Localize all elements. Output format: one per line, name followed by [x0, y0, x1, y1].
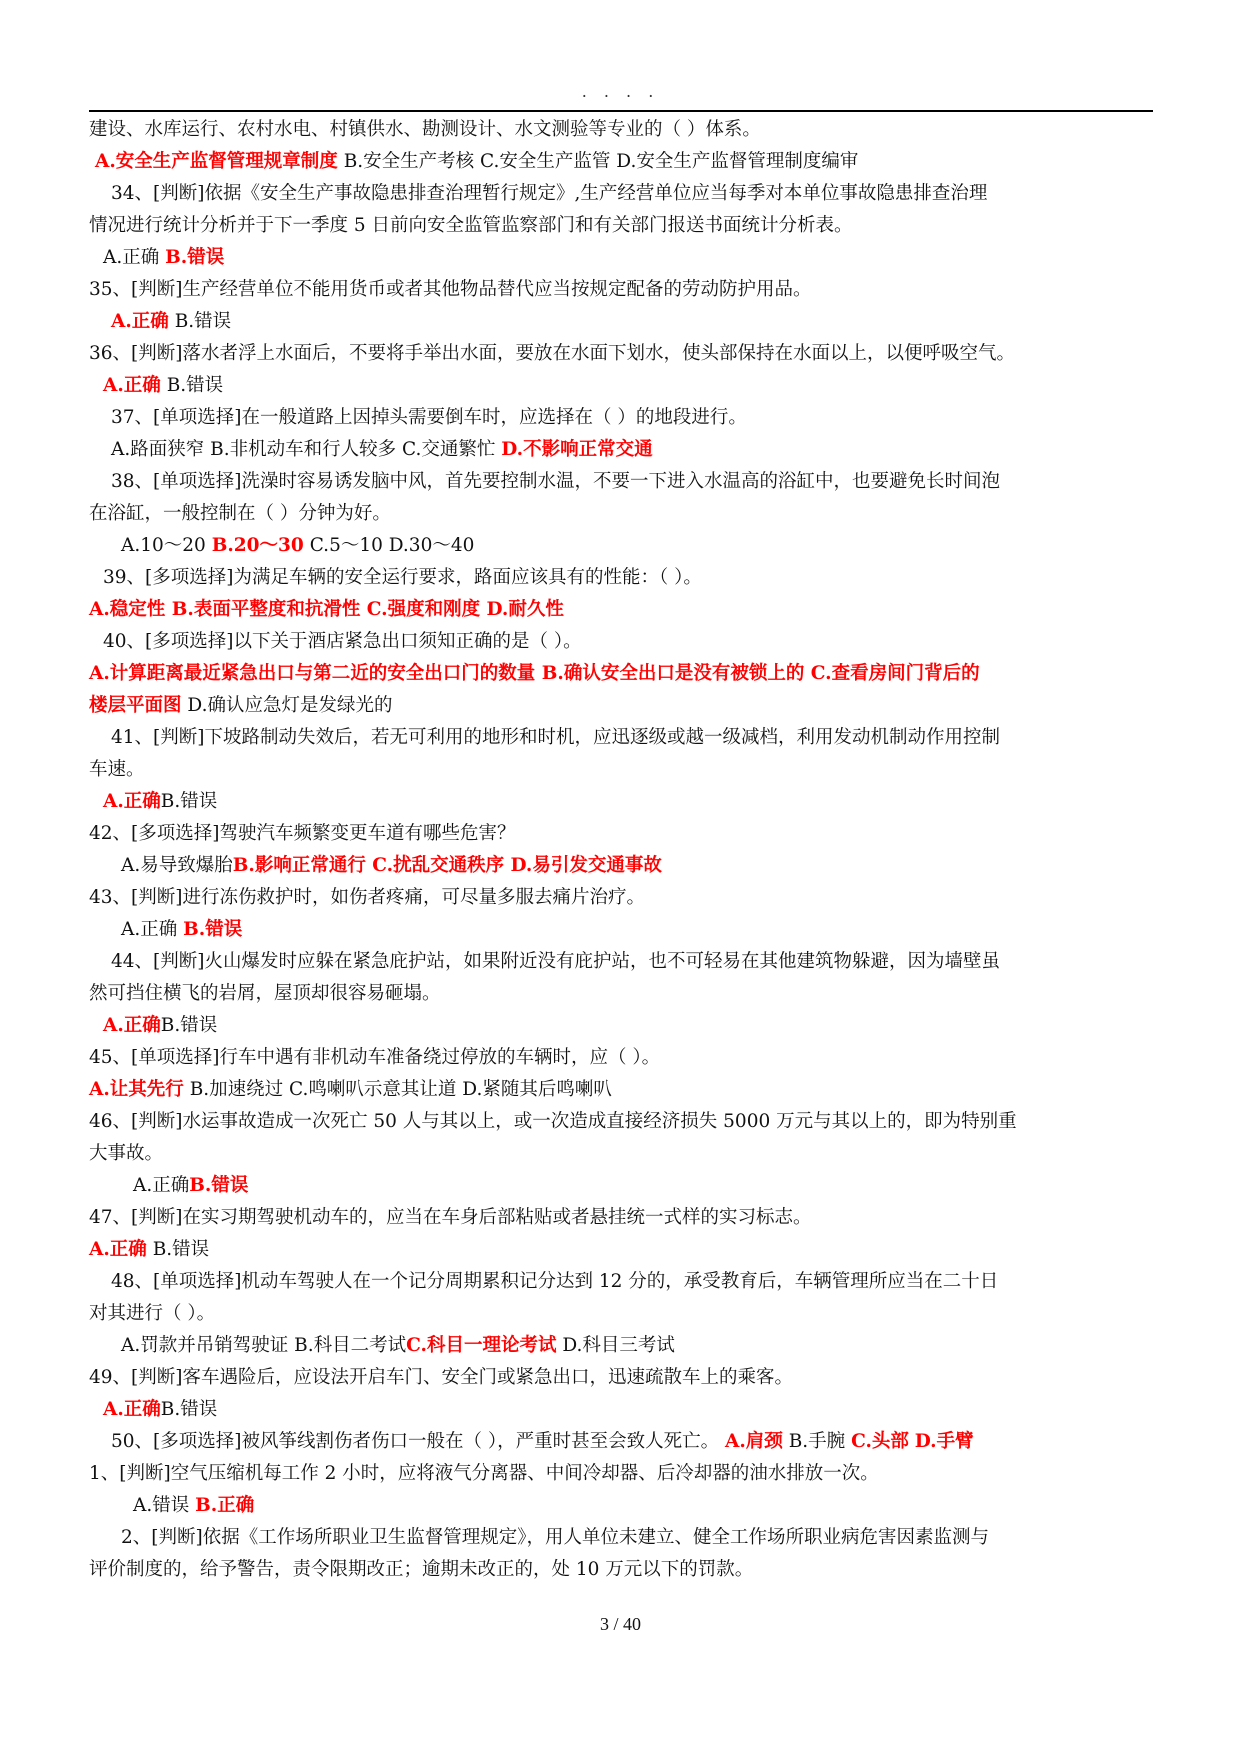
question-n1-text: 1、[判断]空气压缩机每工作 2 小时，应将液气分离器、中间冷却器、后冷却器的油水排放一次。 — [89, 1463, 879, 1484]
question-50-line — [89, 1426, 1155, 1458]
answer-highlight: D.不影响正常交通 — [501, 439, 653, 460]
option-text: B.错误 — [174, 311, 232, 332]
answer-highlight: C.科目一理论考试 — [406, 1335, 557, 1356]
answer-highlight: C.头部 — [851, 1431, 909, 1452]
question-47-options — [89, 1234, 1155, 1266]
question-35-text: 35、[判断]生产经营单位不能用货币或者其他物品替代应当按规定配备的劳动防护用品。 — [89, 279, 812, 300]
option-text: A.正确 — [133, 1175, 190, 1196]
question-42-options — [89, 850, 1155, 882]
option-text: B.错误 — [160, 1399, 218, 1420]
option-text: C.5～10 D.30～40 — [309, 535, 475, 556]
question-37-options — [89, 434, 1155, 466]
answer-highlight: B.错误 — [189, 1175, 249, 1196]
answer-highlight: A.肩颈 — [725, 1431, 783, 1452]
option-text: B.错误 — [166, 375, 224, 396]
answer-highlight: A.正确 — [103, 791, 161, 812]
question-40-answers: A.计算距离最近紧急出口与第二近的安全出口门的数量 B.确认安全出口是没有被锁上的 C.查看房间门背后的 — [89, 663, 980, 684]
question-34-text: 34、[判断]依据《安全生产事故隐患排查治理暂行规定》,生产经营单位应当每季对本单位事故隐患排查治理 — [111, 183, 988, 204]
answer-highlight: A.正确 — [89, 1239, 147, 1260]
question-38-text: 38、[单项选择]洗澡时容易诱发脑中风，首先要控制水温，不要一下进入水温高的浴缸中，也要避免长时间泡 — [111, 471, 1000, 492]
question-40-text: 40、[多项选择]以下关于酒店紧急出口须知正确的是（ ）。 — [103, 631, 582, 652]
question-36-text: 36、[判断]落水者浮上水面后，不要将手举出水面，要放在水面下划水，使头部保持在水面以上，以便呼吸空气。 — [89, 343, 1015, 364]
header-dots: . . . . — [581, 82, 660, 101]
answer-highlight: A.安全生产监督管理规章制度 — [95, 151, 338, 172]
option-text: B.手腕 — [788, 1431, 846, 1452]
question-43-text: 43、[判断]进行冻伤救护时，如伤者疼痛，可尽量多服去痛片治疗。 — [89, 887, 645, 908]
answer-highlight: B.影响正常通行 C.扰乱交通秩序 D.易引发交通事故 — [232, 855, 662, 876]
option-text: A.路面狭窄 B.非机动车和行人较多 C.交通繁忙 — [111, 439, 496, 460]
question-50-text: 50、[多项选择]被风筝线割伤者伤口一般在（ ），严重时甚至会致人死亡。 — [111, 1431, 720, 1452]
answer-highlight: A.正确 — [103, 1399, 161, 1420]
question-46-options — [89, 1170, 1155, 1202]
question-33-options — [89, 146, 1155, 178]
question-39-answers: A.稳定性 B.表面平整度和抗滑性 C.强度和刚度 D.耐久性 — [89, 599, 564, 620]
answer-highlight: A.正确 — [103, 375, 161, 396]
answer-highlight: B.错误 — [165, 247, 225, 268]
question-45-options — [89, 1074, 1155, 1106]
question-43-options — [89, 914, 1155, 946]
question-44-text: 44、[判断]火山爆发时应躲在紧急庇护站，如果附近没有庇护站，也不可轻易在其他建筑物躲避，因为墙壁虽 — [111, 951, 1000, 972]
option-text: A.错误 — [133, 1495, 190, 1516]
answer-highlight: B.20～30 — [211, 535, 304, 556]
question-n1-options — [89, 1490, 1155, 1522]
question-34-text-cont: 情况进行统计分析并于下一季度 5 日前向安全监管监察部门和有关部门报送书面统计分析表。 — [89, 215, 853, 236]
question-40-answers-cont — [89, 690, 1155, 722]
question-35-options — [89, 306, 1155, 338]
question-49-options — [89, 1394, 1155, 1426]
question-41-text: 41、[判断]下坡路制动失效后，若无可利用的地形和时机，应迅逐级或越一级减档，利用发动机制动作用控制 — [111, 727, 1000, 748]
option-text: B.加速绕过 C.鸣喇叭示意其让道 D.紧随其后鸣喇叭 — [189, 1079, 612, 1100]
option-text: D.科目三考试 — [562, 1335, 675, 1356]
question-44-text-cont: 然可挡住横飞的岩屑，屋顶却很容易砸塌。 — [89, 983, 441, 1004]
question-46-text: 46、[判断]水运事故造成一次死亡 50 人与其以上，或一次造成直接经济损失 5000 万元与其以上的，即为特别重 — [89, 1111, 1017, 1132]
answer-highlight: B.错误 — [183, 919, 243, 940]
answer-highlight: A.正确 — [111, 311, 169, 332]
question-37-text: 37、[单项选择]在一般道路上因掉头需要倒车时，应选择在（ ）的地段进行。 — [111, 407, 747, 428]
question-34-options — [89, 242, 1155, 274]
option-text: B.安全生产考核 C.安全生产监管 D.安全生产监督管理制度编审 — [343, 151, 859, 172]
question-n2-text-cont: 评价制度的，给予警告，责令限期改正；逾期未改正的，处 10 万元以下的罚款。 — [89, 1559, 754, 1580]
question-39-text: 39、[多项选择]为满足车辆的安全运行要求，路面应该具有的性能：（ ）。 — [103, 567, 702, 588]
answer-highlight: 楼层平面图 — [89, 695, 182, 716]
question-38-options — [89, 530, 1155, 562]
question-48-text: 48、[单项选择]机动车驾驶人在一个记分周期累积记分达到 12 分的，承受教育后，车辆管理所应当在二十日 — [111, 1271, 999, 1292]
question-48-text-cont: 对其进行（ ）。 — [89, 1303, 216, 1324]
question-49-text: 49、[判断]客车遇险后，应设法开启车门、安全门或紧急出口，迅速疏散车上的乘客。 — [89, 1367, 793, 1388]
question-41-options — [89, 786, 1155, 818]
answer-highlight: A.正确 — [103, 1015, 161, 1036]
option-text: A.正确 — [103, 247, 160, 268]
question-48-options — [89, 1330, 1155, 1362]
question-n2-text: 2、[判断]依据《工作场所职业卫生监督管理规定》，用人单位未建立、健全工作场所职业病危害因素监测与 — [121, 1527, 989, 1548]
answer-highlight: D.手臂 — [914, 1431, 974, 1452]
header-rule — [89, 110, 1153, 112]
option-text: D.确认应急灯是发绿光的 — [187, 695, 393, 716]
question-36-options — [89, 370, 1155, 402]
question-42-text: 42、[多项选择]驾驶汽车频繁变更车道有哪些危害？ — [89, 823, 516, 844]
option-text: B.错误 — [152, 1239, 210, 1260]
page-number: 3 / 40 — [599, 1614, 641, 1634]
option-text: A.正确 — [121, 919, 178, 940]
option-text: A.10～20 — [121, 535, 206, 556]
document-body — [89, 114, 1155, 1586]
answer-highlight: A.让其先行 — [89, 1079, 184, 1100]
question-46-text-cont: 大事故。 — [89, 1143, 164, 1164]
question-41-text-cont: 车速。 — [89, 759, 145, 780]
option-text: A.罚款并吊销驾驶证 B.科目二考试 — [121, 1335, 407, 1356]
question-44-options — [89, 1010, 1155, 1042]
question-45-text: 45、[单项选择]行车中遇有非机动车准备绕过停放的车辆时，应（ ）。 — [89, 1047, 661, 1068]
question-47-text: 47、[判断]在实习期驾驶机动车的，应当在车身后部粘贴或者悬挂统一式样的实习标志。 — [89, 1207, 812, 1228]
question-33-text: 建设、水库运行、农村水电、村镇供水、勘测设计、水文测验等专业的（ ）体系。 — [89, 119, 761, 140]
option-text: B.错误 — [160, 791, 218, 812]
option-text: B.错误 — [160, 1015, 218, 1036]
question-38-text-cont: 在浴缸，一般控制在（ ）分钟为好。 — [89, 503, 391, 524]
answer-highlight: B.正确 — [195, 1495, 255, 1516]
option-text: A.易导致爆胎 — [121, 855, 233, 876]
